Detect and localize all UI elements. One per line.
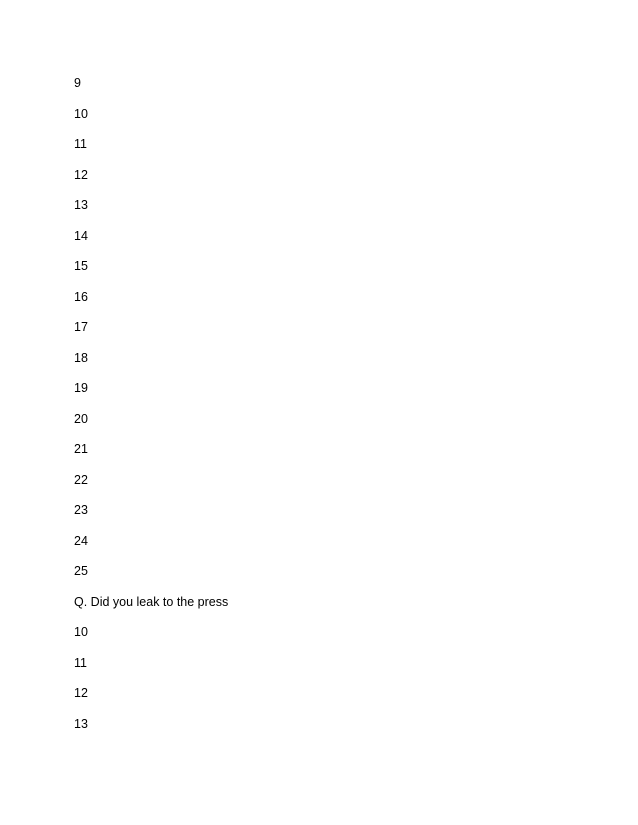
line-number-15: 15: [74, 259, 88, 273]
line-number-13: 13: [74, 717, 88, 731]
line-number-12: 12: [74, 168, 88, 182]
line-number-25: 25: [74, 564, 88, 578]
line-number-11: 11: [74, 137, 87, 151]
line-number-12: 12: [74, 686, 88, 700]
line-number-10: 10: [74, 107, 88, 121]
line-number-17: 17: [74, 320, 88, 334]
line-number-24: 24: [74, 534, 88, 548]
question-line: Q. Did you leak to the press: [74, 595, 229, 609]
line-number-18: 18: [74, 351, 88, 365]
line-number-21: 21: [74, 442, 88, 456]
line-number-9: 9: [74, 76, 81, 90]
line-number-19: 19: [74, 381, 88, 395]
line-number-16: 16: [74, 290, 88, 304]
line-number-13: 13: [74, 198, 88, 212]
line-number-14: 14: [74, 229, 88, 243]
line-number-23: 23: [74, 503, 88, 517]
line-number-11: 11: [74, 656, 87, 670]
line-number-10: 10: [74, 625, 88, 639]
line-number-20: 20: [74, 412, 88, 426]
line-number-22: 22: [74, 473, 88, 487]
